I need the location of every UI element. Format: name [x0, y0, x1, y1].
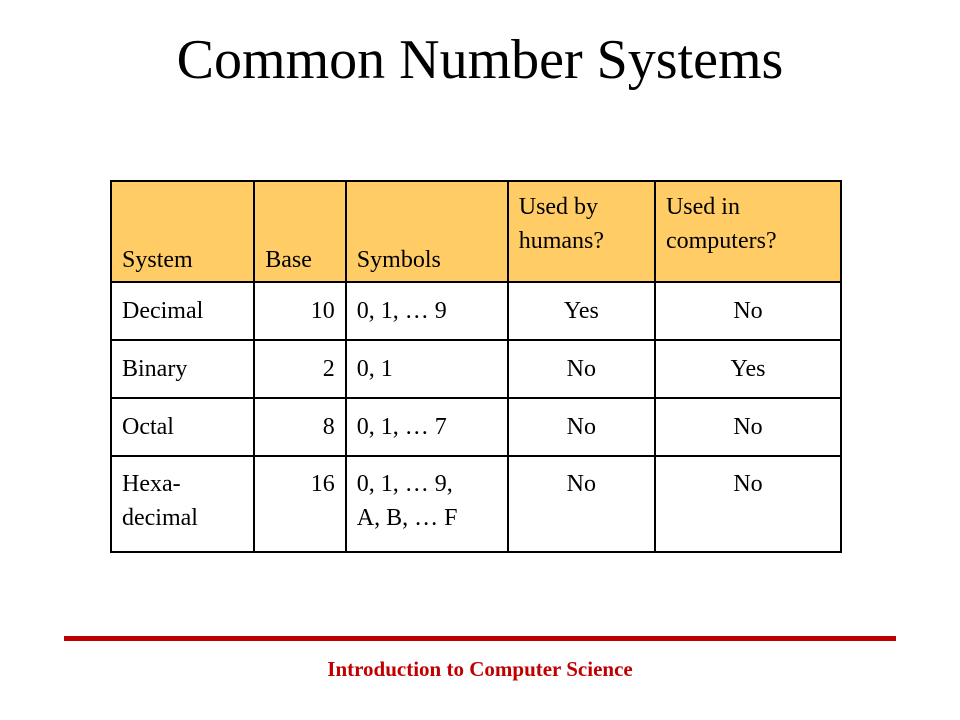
header-used-in-computers	[655, 181, 841, 282]
cell-system-line2: decimal	[122, 505, 198, 531]
cell-base: 2	[254, 340, 346, 398]
header-symbols: Symbols	[346, 181, 508, 282]
table-row-octal	[111, 398, 841, 456]
cell-symbols	[346, 456, 508, 552]
cell-system-line1: Hexa-	[122, 471, 181, 497]
table-row-decimal	[111, 282, 841, 340]
cell-system: Octal	[111, 398, 254, 456]
cell-used-by-humans: No	[508, 340, 655, 398]
cell-used-in-computers: Yes	[655, 340, 841, 398]
cell-used-in-computers: No	[655, 282, 841, 340]
header-used-in-computers-line1: Used in	[665, 194, 740, 220]
cell-used-by-humans: Yes	[508, 282, 655, 340]
cell-base: 16	[254, 456, 346, 552]
table-row-hexadecimal	[111, 456, 841, 552]
cell-used-in-computers: No	[655, 456, 841, 552]
cell-system: Decimal	[111, 282, 254, 340]
cell-system	[111, 456, 254, 552]
header-used-by-humans-line2: humans?	[518, 228, 605, 254]
cell-symbols: 0, 1, … 7	[346, 398, 508, 456]
header-used-in-computers-line2: computers?	[665, 228, 777, 254]
cell-symbols-line1: 0, 1, … 9,	[356, 471, 453, 497]
cell-symbols: 0, 1	[346, 340, 508, 398]
cell-symbols-line2: A, B, … F	[356, 505, 458, 531]
cell-system: Binary	[111, 340, 254, 398]
footer-divider	[64, 636, 896, 641]
table-row-binary	[111, 340, 841, 398]
cell-used-in-computers: No	[655, 398, 841, 456]
table-header-row	[111, 181, 841, 282]
header-base: Base	[254, 181, 346, 282]
header-used-by-humans-line1: Used by	[518, 194, 599, 220]
cell-used-by-humans: No	[508, 456, 655, 552]
cell-symbols: 0, 1, … 9	[346, 282, 508, 340]
cell-base: 10	[254, 282, 346, 340]
header-system: System	[111, 181, 254, 282]
cell-base: 8	[254, 398, 346, 456]
slide-title: Common Number Systems	[176, 29, 784, 91]
footer-course-title: Introduction to Computer Science	[327, 657, 633, 681]
header-used-by-humans	[508, 181, 655, 282]
number-systems-table	[110, 180, 842, 553]
cell-used-by-humans: No	[508, 398, 655, 456]
